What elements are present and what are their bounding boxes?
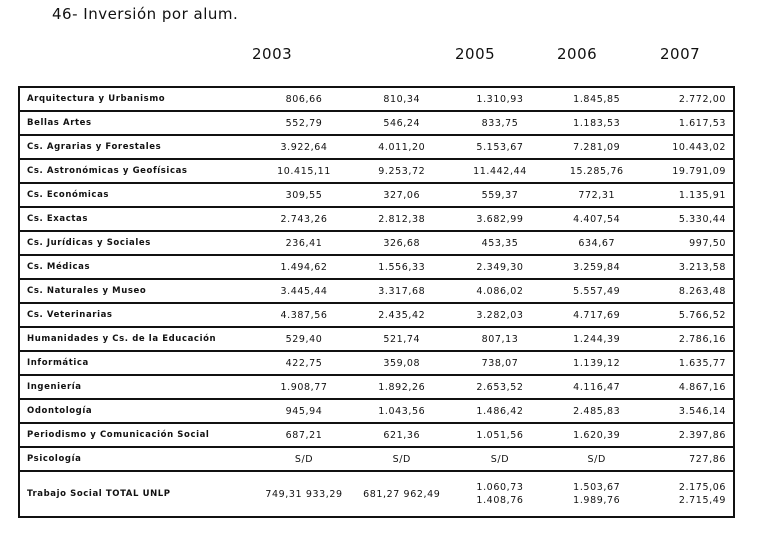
cell-value: 422,75 — [256, 351, 352, 375]
cell-value: 3.213,58 — [645, 255, 734, 279]
cell-value: 1.845,85 — [548, 87, 645, 111]
cell-value: 1.135,91 — [645, 183, 734, 207]
cell-value: 1.908,77 — [256, 375, 352, 399]
cell-value: 1.620,39 — [548, 423, 645, 447]
table-row — [19, 375, 734, 399]
cell-value: 309,55 — [256, 183, 352, 207]
cell-value: 807,13 — [452, 327, 549, 351]
cell-value: 1.635,77 — [645, 351, 734, 375]
cell-value: 2.812,38 — [352, 207, 452, 231]
cell-value: S/D — [452, 447, 549, 471]
cell-value: 3.282,03 — [452, 303, 549, 327]
cell-line: 1.408,76 — [476, 495, 524, 506]
investment-table — [18, 86, 735, 518]
table-row — [19, 423, 734, 447]
cell-value: 4.086,02 — [452, 279, 549, 303]
cell-value: 5.330,44 — [645, 207, 734, 231]
row-name: Cs. Exactas — [19, 207, 256, 231]
cell-value — [645, 471, 734, 517]
cell-value: 772,31 — [548, 183, 645, 207]
row-name: Odontología — [19, 399, 256, 423]
cell-value — [548, 471, 645, 517]
year-label: 2005 — [455, 45, 496, 63]
cell-value: S/D — [256, 447, 352, 471]
table-row — [19, 399, 734, 423]
row-name: Cs. Astronómicas y Geofísicas — [19, 159, 256, 183]
cell-value: 11.442,44 — [452, 159, 549, 183]
cell-line: 1.060,73 — [476, 482, 524, 493]
cell-value: 4.867,16 — [645, 375, 734, 399]
cell-value: 1.494,62 — [256, 255, 352, 279]
cell-value: 15.285,76 — [548, 159, 645, 183]
cell-value: 806,66 — [256, 87, 352, 111]
row-name: Ingeniería — [19, 375, 256, 399]
cell-value: 4.717,69 — [548, 303, 645, 327]
year-label: 2007 — [660, 45, 701, 63]
table-row — [19, 135, 734, 159]
table-row — [19, 183, 734, 207]
cell-value: 3.682,99 — [452, 207, 549, 231]
table-row — [19, 207, 734, 231]
table-row — [19, 279, 734, 303]
year-label: 2006 — [557, 45, 598, 63]
cell-value: 559,37 — [452, 183, 549, 207]
cell-value: 327,06 — [352, 183, 452, 207]
cell-value: 810,34 — [352, 87, 452, 111]
cell-value: 738,07 — [452, 351, 549, 375]
cell-value: 529,40 — [256, 327, 352, 351]
cell-value: 546,24 — [352, 111, 452, 135]
year-label: 2003 — [252, 45, 293, 63]
table-row — [19, 303, 734, 327]
cell-value: S/D — [548, 447, 645, 471]
cell-value: 1.183,53 — [548, 111, 645, 135]
cell-value: 4.011,20 — [352, 135, 452, 159]
cell-value: 3.259,84 — [548, 255, 645, 279]
table-row — [19, 87, 734, 111]
row-name: Informática — [19, 351, 256, 375]
row-name: Cs. Veterinarias — [19, 303, 256, 327]
cell-value: 3.317,68 — [352, 279, 452, 303]
cell-value: 453,35 — [452, 231, 549, 255]
cell-value: 1.310,93 — [452, 87, 549, 111]
cell-value: 2.349,30 — [452, 255, 549, 279]
cell-value: 833,75 — [452, 111, 549, 135]
cell-value: 2.435,42 — [352, 303, 452, 327]
cell-value: 1.486,42 — [452, 399, 549, 423]
cell-value: 621,36 — [352, 423, 452, 447]
cell-value: 681,27 962,49 — [363, 488, 441, 500]
row-name: Cs. Naturales y Museo — [19, 279, 256, 303]
cell-value: 997,50 — [645, 231, 734, 255]
cell-line: 2.175,06 — [678, 482, 726, 493]
page-title: 46- Inversión por alum. — [52, 5, 239, 23]
cell-value: 2.772,00 — [645, 87, 734, 111]
cell-value: 236,41 — [256, 231, 352, 255]
cell-line: 1.503,67 — [573, 482, 621, 493]
row-name: Cs. Económicas — [19, 183, 256, 207]
cell-value: 1.051,56 — [452, 423, 549, 447]
row-name: Cs. Médicas — [19, 255, 256, 279]
row-name: Cs. Jurídicas y Sociales — [19, 231, 256, 255]
cell-value: 359,08 — [352, 351, 452, 375]
table-row — [19, 255, 734, 279]
cell-line: 1.989,76 — [573, 495, 621, 506]
cell-value: 1.617,53 — [645, 111, 734, 135]
cell-value: 3.546,14 — [645, 399, 734, 423]
table-row — [19, 159, 734, 183]
cell-value: 7.281,09 — [548, 135, 645, 159]
cell-value: 326,68 — [352, 231, 452, 255]
cell-value: 634,67 — [548, 231, 645, 255]
cell-value — [452, 471, 549, 517]
cell-value: 2.786,16 — [645, 327, 734, 351]
cell-value: 8.263,48 — [645, 279, 734, 303]
cell-value: 1.043,56 — [352, 399, 452, 423]
row-name: Arquitectura y Urbanismo — [19, 87, 256, 111]
cell-value: S/D — [352, 447, 452, 471]
cell-value: 4.387,56 — [256, 303, 352, 327]
cell-value: 1.556,33 — [352, 255, 452, 279]
cell-value: 4.407,54 — [548, 207, 645, 231]
table-row — [19, 231, 734, 255]
row-name: Bellas Artes — [19, 111, 256, 135]
table-row-total — [19, 471, 734, 517]
cell-line: 2.715,49 — [678, 495, 726, 506]
table-row — [19, 351, 734, 375]
cell-value: 552,79 — [256, 111, 352, 135]
cell-value: 5.153,67 — [452, 135, 549, 159]
table-row — [19, 327, 734, 351]
cell-value: 5.766,52 — [645, 303, 734, 327]
row-name: Trabajo Social TOTAL UNLP — [27, 489, 171, 499]
cell-value: 1.139,12 — [548, 351, 645, 375]
cell-value: 2.485,83 — [548, 399, 645, 423]
cell-value: 687,21 — [256, 423, 352, 447]
row-name: Psicología — [19, 447, 256, 471]
cell-value: 19.791,09 — [645, 159, 734, 183]
cell-value: 945,94 — [256, 399, 352, 423]
cell-value: 1.892,26 — [352, 375, 452, 399]
cell-value: 3.445,44 — [256, 279, 352, 303]
cell-value: 521,74 — [352, 327, 452, 351]
cell-value: 10.415,11 — [256, 159, 352, 183]
cell-value: 9.253,72 — [352, 159, 452, 183]
cell-value: 749,31 933,29 — [265, 488, 343, 500]
cell-value: 727,86 — [645, 447, 734, 471]
table-row — [19, 447, 734, 471]
row-name: Cs. Agrarias y Forestales — [19, 135, 256, 159]
cell-value: 3.922,64 — [256, 135, 352, 159]
cell-value: 10.443,02 — [645, 135, 734, 159]
row-name: Periodismo y Comunicación Social — [19, 423, 256, 447]
cell-value: 2.653,52 — [452, 375, 549, 399]
year-header — [0, 45, 760, 67]
cell-value: 2.397,86 — [645, 423, 734, 447]
row-name: Humanidades y Cs. de la Educación — [19, 327, 256, 351]
cell-value: 5.557,49 — [548, 279, 645, 303]
table-row — [19, 111, 734, 135]
cell-value: 2.743,26 — [256, 207, 352, 231]
cell-value: 1.244,39 — [548, 327, 645, 351]
cell-value: 4.116,47 — [548, 375, 645, 399]
